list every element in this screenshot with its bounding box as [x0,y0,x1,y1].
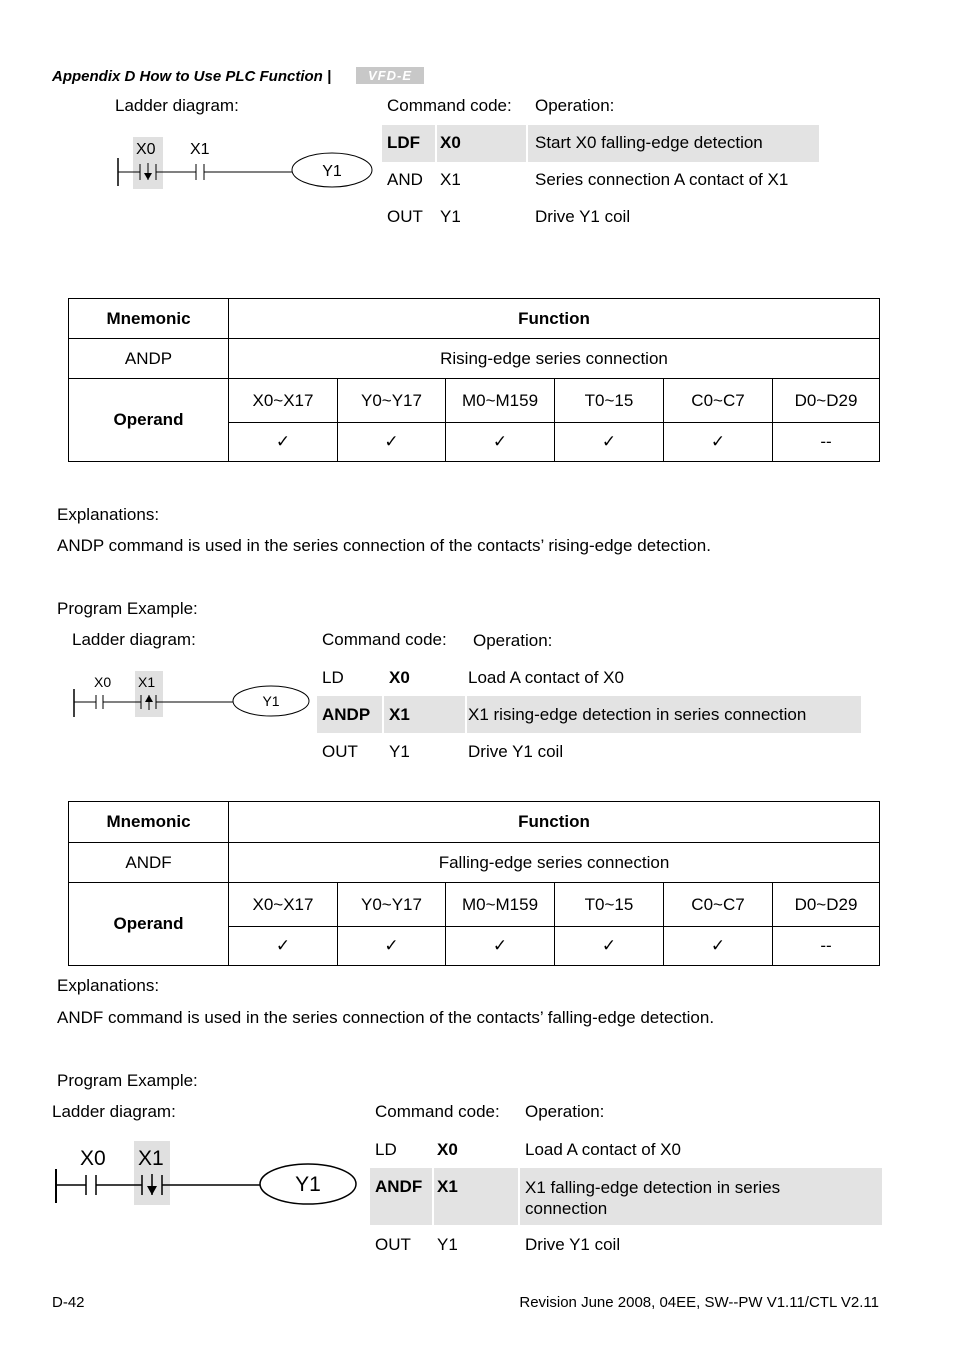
contact-label-x1: X1 [190,141,210,158]
operand-cell: Y0~Y17 [338,883,446,927]
explanation-label-1: Explanations: [57,505,160,524]
operation-label-3: Operation: [525,1102,605,1121]
function-header: Function [229,299,880,339]
page-number: D-42 [52,1294,85,1311]
cmd-1-2: AND [387,170,423,189]
arg-3-1: X0 [437,1140,458,1159]
program-example-label-2: Program Example: [57,599,198,618]
support-check: -- [773,423,880,462]
support-check: ✓ [229,927,338,966]
program-example-label-3: Program Example: [57,1071,198,1090]
function-cell: Rising-edge series connection [229,339,880,379]
support-check: ✓ [338,423,446,462]
command-label-3: Command code: [375,1102,500,1121]
op-1-3: Drive Y1 coil [535,207,631,226]
ladder-label-3: Ladder diagram: [52,1102,176,1121]
function-header: Function [229,802,880,843]
operand-cell: Y0~Y17 [338,379,446,423]
op-1-1: Start X0 falling-edge detection [535,133,763,152]
explanation-label-2: Explanations: [57,976,160,995]
arg-3-2: X1 [437,1177,458,1196]
support-check: ✓ [338,927,446,966]
function-table-andp [68,298,880,462]
ladder-label-2: Ladder diagram: [72,630,196,649]
arg-2-1: X0 [389,668,410,687]
op-2-3: Drive Y1 coil [468,742,564,761]
product-logo: VFD-E [356,67,424,84]
cmd-2-3: OUT [322,742,358,761]
op-2-1: Load A contact of X0 [468,668,624,687]
mnemonic-cell: ANDP [69,339,229,379]
ladder-label-1: Ladder diagram: [115,96,239,115]
arg-1-3: Y1 [440,207,461,226]
support-check: ✓ [664,423,773,462]
support-check: ✓ [446,423,555,462]
mnemonic-header: Mnemonic [69,299,229,339]
support-check: -- [773,927,880,966]
operand-cell: M0~M159 [446,883,555,927]
arg-1-2: X1 [440,170,461,189]
coil-label: Y1 [295,1173,321,1196]
operand-label: Operand [69,379,229,462]
explanation-text-1: ANDP command is used in the series connection of the contacts’ rising-edge detection. [57,536,711,555]
support-check: ✓ [555,423,664,462]
operand-label: Operand [69,883,229,966]
arg-3-3: Y1 [437,1235,458,1254]
contact-label-x0: X0 [80,1147,106,1170]
support-check: ✓ [664,927,773,966]
cmd-2-1: LD [322,668,344,687]
cmd-3-1: LD [375,1140,397,1159]
arg-2-2: X1 [389,705,410,724]
op-3-1: Load A contact of X0 [525,1140,681,1159]
operand-cell: D0~D29 [773,883,880,927]
page-header: Appendix D How to Use PLC Function | [52,68,332,85]
support-check: ✓ [555,927,664,966]
cmd-1-1: LDF [387,133,421,152]
command-label-1: Command code: [387,96,512,115]
function-cell: Falling-edge series connection [229,843,880,883]
operand-cell: X0~X17 [229,883,338,927]
revision-info: Revision June 2008, 04EE, SW--PW V1.11/CTL V2.11 [519,1294,879,1311]
operand-cell: D0~D29 [773,379,880,423]
operand-cell: X0~X17 [229,379,338,423]
contact-label-x0: X0 [94,674,112,690]
mnemonic-header: Mnemonic [69,802,229,843]
cmd-3-2: ANDF [375,1177,423,1196]
support-check: ✓ [229,423,338,462]
support-check: ✓ [446,927,555,966]
op-1-2: Series connection A contact of X1 [535,170,789,189]
contact-label-x1: X1 [138,1147,164,1170]
operand-cell: C0~C7 [664,883,773,927]
contact-label-x1: X1 [138,674,156,690]
coil-label: Y1 [322,163,342,180]
function-table-andf [68,801,880,966]
cmd-3-3: OUT [375,1235,411,1254]
op-3-3: Drive Y1 coil [525,1235,621,1254]
op-3-2: X1 falling-edge detection in series connection [525,1178,781,1218]
cmd-2-2: ANDP [322,705,371,724]
coil-label: Y1 [262,693,280,709]
ladder-diagram-3 [48,1136,363,1211]
command-label-2: Command code: [322,630,447,649]
operand-cell: T0~15 [555,379,664,423]
ladder-diagram-1 [110,130,380,196]
operation-label-2: Operation: [473,631,553,650]
mnemonic-cell: ANDF [69,843,229,883]
op-2-2: X1 rising-edge detection in series connection [468,705,807,724]
ladder-diagram-2 [68,665,318,725]
cmd-1-3: OUT [387,207,423,226]
contact-label-x0: X0 [136,141,156,158]
operand-cell: C0~C7 [664,379,773,423]
operand-cell: T0~15 [555,883,664,927]
arg-1-1: X0 [440,133,461,152]
operation-label-1: Operation: [535,96,615,115]
arg-2-3: Y1 [389,742,410,761]
operand-cell: M0~M159 [446,379,555,423]
explanation-text-2: ANDF command is used in the series connection of the contacts’ falling-edge detection. [57,1008,715,1027]
